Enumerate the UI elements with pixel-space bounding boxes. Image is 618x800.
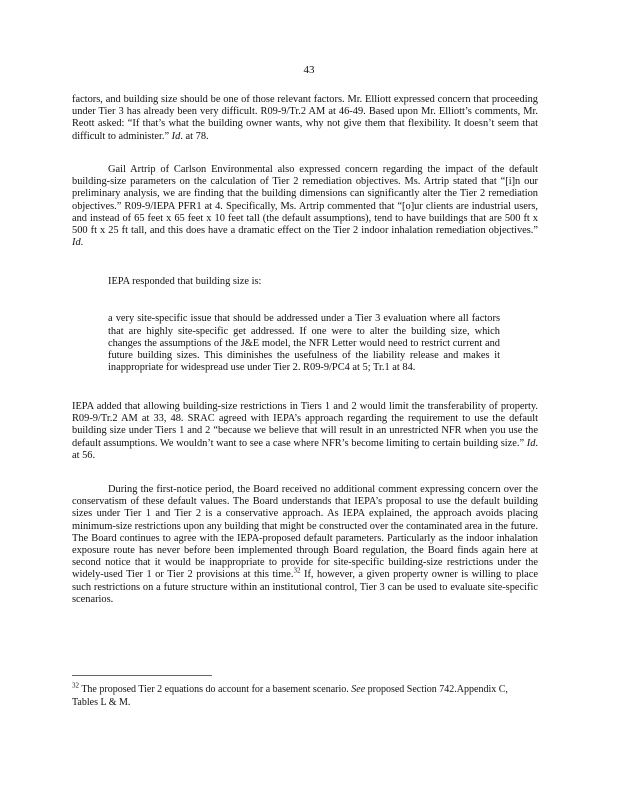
paragraph-text: During the first-notice period, the Board received no additional comment expressing concern over the conservatism of these default values. The Board understands that IEPA’s proposal to use the default building sizes under Tier 1 and Tier 2 is a conservative approach. As IEPA explained, the approach avoids placing minimum-size restrictions upon any building that might be constructed over the contaminated area in the future. The Board continues to agree with the IEPA-proposed default parameters. Particularly as the indoor inhalation exposure route has never before been implemented through Board regulation, the Board finds again here at second notice that it would be inappropriate to provide for site-specific building-size restrictions under the widely-used Tier 1 or Tier 2 provisions at this time. <box>72 484 538 581</box>
footnote-text-after: proposed Section 742.Appendix C, Tables L & M. <box>72 684 508 708</box>
quote-text: a very site-specific issue that should be addressed under a Tier 3 evaluation where all factors that are highly site-specific get addressed. If one were to alter the building size, which changes the assumptions of the J&E model, the NFR Letter would need to restrict current and future building sizes. This diminishes the usefulness of the liability release and makes it inappropriate for widespread use under Tier 2. R09-9/PC4 at 5; Tr.1 at 84. <box>108 313 500 374</box>
footnote-divider <box>72 675 212 676</box>
paragraph-iepa-added <box>72 401 538 462</box>
paragraph-text-after: If, however, a given property owner is willing to place such restrictions on a future structure within an institutional control, Tier 3 can be used to evaluate site-specific scenarios. <box>72 569 538 605</box>
footnote-number: 32 <box>72 681 79 690</box>
citation-id: Id <box>526 437 536 449</box>
citation-tail: . at 56. <box>72 437 538 461</box>
footnote-see: See <box>351 684 366 695</box>
footnote <box>72 681 512 709</box>
citation-tail: . <box>80 237 84 249</box>
citation-id: Id <box>171 130 181 142</box>
paragraph-text: IEPA added that allowing building-size restrictions in Tiers 1 and 2 would limit the transferability of property. R09-9/Tr.2 AM at 33, 48. SRAC agreed with IEPA’s approach regarding the requirement to use the default building size under Tiers 1 and 2 “because we believe that will result in an unrestricted NFR when you use the default assumptions. We wouldn’t want to see a case where NFR’s become limiting to certain building size.” <box>72 401 538 449</box>
page-number: 43 <box>303 64 315 76</box>
citation-id: Id <box>72 237 81 249</box>
paragraph-artrip <box>72 164 538 249</box>
paragraph-text: Gail Artrip of Carlson Environmental also expressed concern regarding the impact of the default building-size parameters on the calculation of Tier 2 remediation objectives. Ms. Artrip stated that “[i]n our preliminary analysis, we are finding that the building dimensions can significantly alter the Tier 2 remediation objectives.” R09-9/IEPA PFR1 at 4. Specifically, Ms. Artrip commented that “[o]ur clients are industrial users, and instead of 65 feet x 65 feet x 10 feet tall (the default assumptions), tend to have buildings that are 500 ft x 500 ft x 25 ft tall, and this does have a dramatic effect on the Tier 2 indoor inhalation remediation objectives.” <box>72 164 538 237</box>
footnote-ref[interactable]: 32 <box>293 566 301 575</box>
intro-text: IEPA responded that building size is: <box>108 276 262 287</box>
paragraph-text: factors, and building size should be one of those relevant factors. Mr. Elliott expressed concern that proceeding under Tier 3 has already been very difficult. R09-9/Tr.2 AM at 46-49. Based upon Mr. Elliott’s comments, Mr. Reott asked: “If that’s what the building owner wants, why not give them that flexibility. It doesn’t seem that difficult to administer.” <box>72 94 538 142</box>
paragraph-elliott <box>72 94 538 143</box>
citation-tail: . at 78. <box>180 130 209 142</box>
footnote-text: The proposed Tier 2 equations do account for a basement scenario. <box>79 684 349 695</box>
paragraph-iepa-intro <box>108 276 500 288</box>
paragraph-board-findings <box>72 484 538 606</box>
block-quote <box>108 303 500 385</box>
